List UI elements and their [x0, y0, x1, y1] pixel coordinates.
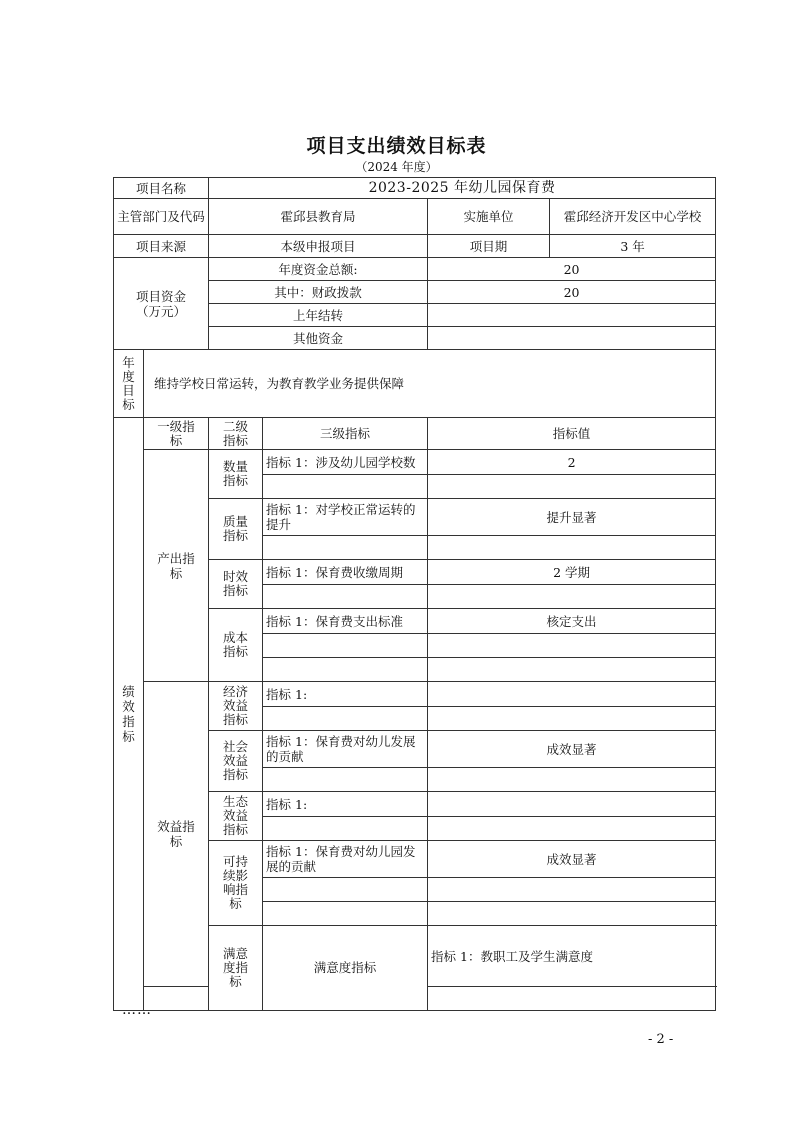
economic-indicator-1: 指标 1: — [263, 682, 428, 707]
col-level1-header: 一级指标 — [144, 418, 209, 450]
carryover-label: 上年结转 — [209, 304, 428, 327]
cost-indicator-3 — [263, 658, 428, 682]
document-title: 项目支出绩效目标表 — [306, 135, 487, 157]
other-funds-label: 其他资金 — [209, 327, 428, 350]
cost-indicator-3-value — [428, 658, 716, 682]
col-level2-header: 二级指标 — [209, 418, 263, 450]
timeliness-indicators-label: 时效指标 — [209, 560, 263, 609]
performance-target-table — [113, 177, 716, 1011]
quantity-indicator-1: 指标 1：涉及幼儿园学校数 — [263, 450, 428, 475]
timeliness-indicator-2 — [263, 585, 428, 609]
sustainable-indicator-1: 指标 1：保育费对幼儿园发展的贡献 — [263, 841, 428, 878]
page-number: - 2 - — [648, 1032, 674, 1047]
cost-indicator-1-value: 核定支出 — [428, 609, 716, 634]
cost-indicator-2-value — [428, 634, 716, 658]
quantity-indicator-2-value — [428, 475, 716, 499]
implementing-unit-label: 实施单位 — [428, 199, 550, 235]
document-subtitle: （2024 年度） — [355, 160, 438, 174]
department-label: 主管部门及代码 — [114, 199, 209, 235]
output-indicators-label: 产出指标 — [144, 450, 209, 682]
performance-indicators-label: 绩效指标 — [114, 418, 144, 1011]
project-funds-label: 项目资金（万元） — [114, 258, 209, 350]
quality-indicator-2 — [263, 536, 428, 560]
annual-total-value: 20 — [428, 258, 716, 281]
satisfaction-indicator-2 — [144, 987, 209, 1011]
annual-goal-text: 维持学校日常运转，为教育教学业务提供保障 — [144, 350, 716, 418]
economic-indicator-2 — [263, 707, 428, 731]
annual-total-label: 年度资金总额: — [209, 258, 428, 281]
social-indicator-2 — [263, 768, 428, 792]
project-source-label: 项目来源 — [114, 235, 209, 258]
col-value-header: 指标值 — [428, 418, 716, 450]
fiscal-allocation-value: 20 — [428, 281, 716, 304]
other-funds-value — [428, 327, 716, 350]
quantity-indicator-2 — [263, 475, 428, 499]
project-period-value: 3 年 — [550, 235, 716, 258]
sustainable-indicator-2 — [263, 878, 428, 902]
sustainable-indicator-3-value — [428, 902, 716, 926]
economic-benefit-label: 经济效益指标 — [209, 682, 263, 731]
project-period-label: 项目期 — [428, 235, 550, 258]
satisfaction-level2-label: 满意度指标 — [263, 926, 428, 1011]
economic-indicator-1-value — [428, 682, 716, 707]
continuation-ellipsis: …… — [122, 1002, 152, 1018]
annual-goal-label: 年度目标 — [114, 350, 144, 418]
timeliness-indicator-2-value — [428, 585, 716, 609]
timeliness-indicator-1-value: 2 学期 — [428, 560, 716, 585]
ecological-indicator-2 — [263, 817, 428, 841]
satisfaction-level1-label: 满意度指标 — [209, 926, 263, 1011]
quality-indicator-2-value — [428, 536, 716, 560]
ecological-indicator-2-value — [428, 817, 716, 841]
social-indicator-2-value — [428, 768, 716, 792]
cost-indicator-2 — [263, 634, 428, 658]
quantity-indicator-1-value: 2 — [428, 450, 716, 475]
cost-indicator-1: 指标 1：保育费支出标准 — [263, 609, 428, 634]
quality-indicators-label: 质量指标 — [209, 499, 263, 560]
department-value: 霍邱县教育局 — [209, 199, 428, 235]
satisfaction-indicator-1: 指标 1：教职工及学生满意度 — [428, 926, 716, 987]
ecological-indicator-1: 指标 1: — [263, 792, 428, 817]
sustainable-impact-label: 可持续影响指标 — [209, 841, 263, 926]
cost-indicators-label: 成本指标 — [209, 609, 263, 682]
satisfaction-indicator-2-value — [428, 987, 716, 1011]
quality-indicator-1: 指标 1：对学校正常运转的提升 — [263, 499, 428, 536]
col-level3-header: 三级指标 — [263, 418, 428, 450]
economic-indicator-2-value — [428, 707, 716, 731]
benefit-indicators-label: 效益指标 — [144, 682, 209, 987]
sustainable-indicator-3 — [263, 902, 428, 926]
fiscal-allocation-label: 其中：财政拨款 — [209, 281, 428, 304]
social-indicator-1: 指标 1：保育费对幼儿发展的贡献 — [263, 731, 428, 768]
sustainable-indicator-2-value — [428, 878, 716, 902]
project-source-value: 本级申报项目 — [209, 235, 428, 258]
ecological-benefit-label: 生态效益指标 — [209, 792, 263, 841]
project-name-label: 项目名称 — [114, 178, 209, 199]
project-name-value: 2023-2025 年幼儿园保育费 — [209, 178, 716, 199]
quantity-indicators-label: 数量指标 — [209, 450, 263, 499]
social-indicator-1-value: 成效显著 — [428, 731, 716, 768]
sustainable-indicator-1-value: 成效显著 — [428, 841, 716, 878]
social-benefit-label: 社会效益指标 — [209, 731, 263, 792]
implementing-unit-value: 霍邱经济开发区中心学校 — [550, 199, 716, 235]
carryover-value — [428, 304, 716, 327]
timeliness-indicator-1: 指标 1：保育费收缴周期 — [263, 560, 428, 585]
quality-indicator-1-value: 提升显著 — [428, 499, 716, 536]
ecological-indicator-1-value — [428, 792, 716, 817]
